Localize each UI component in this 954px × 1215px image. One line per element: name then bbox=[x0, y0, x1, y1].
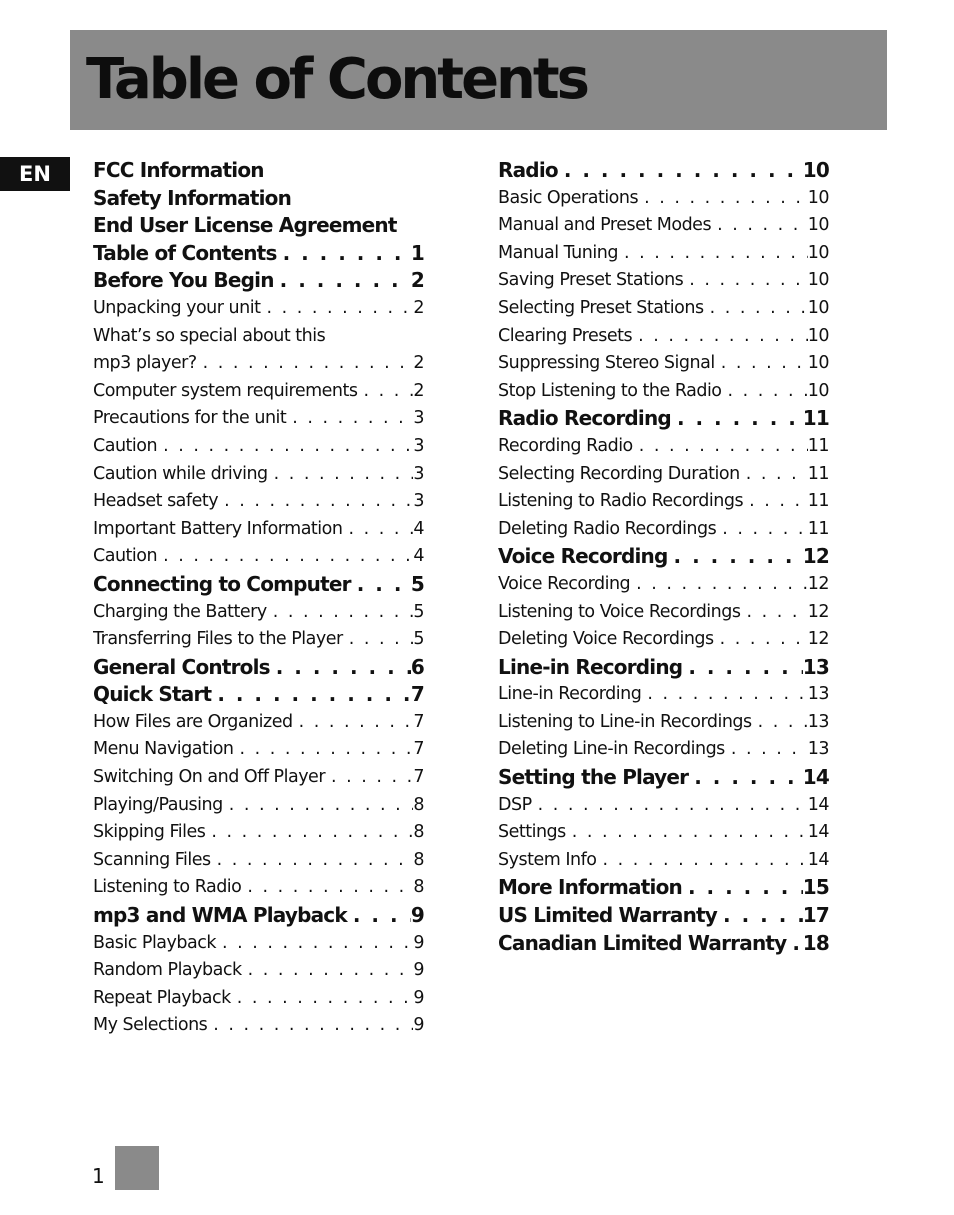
toc-section-entry[interactable] bbox=[498, 764, 829, 792]
dot-leader bbox=[223, 792, 414, 820]
toc-entry-label: Manual and Preset Modes bbox=[498, 215, 712, 236]
toc-subsection-entry[interactable] bbox=[498, 295, 829, 323]
toc-right-column bbox=[498, 157, 829, 957]
toc-subsection-entry[interactable] bbox=[498, 709, 829, 737]
dot-leader bbox=[274, 267, 411, 295]
toc-subsection-entry[interactable] bbox=[498, 488, 829, 516]
dot-leader bbox=[716, 516, 807, 544]
toc-left-column bbox=[93, 157, 424, 1040]
toc-entry-page-number: 13 bbox=[807, 711, 829, 732]
dot-leader bbox=[268, 461, 414, 489]
toc-entry-page-number: 11 bbox=[807, 491, 829, 512]
toc-section-entry[interactable] bbox=[93, 571, 424, 599]
toc-entry-page-number: 4 bbox=[413, 518, 424, 539]
toc-entry-page-number: 10 bbox=[802, 158, 829, 182]
toc-entry-label: Connecting to Computer bbox=[93, 571, 351, 596]
dot-leader bbox=[682, 654, 802, 682]
dot-leader bbox=[715, 350, 808, 378]
toc-entry-label: Unpacking your unit bbox=[93, 297, 261, 318]
dot-leader bbox=[630, 571, 808, 599]
toc-entry-label: Charging the Battery bbox=[93, 601, 267, 622]
toc-entry-page-number: 7 bbox=[410, 682, 424, 707]
toc-entry-label: Recording Radio bbox=[498, 435, 633, 456]
toc-entry-label: Skipping Files bbox=[93, 822, 206, 843]
dot-leader bbox=[722, 378, 808, 406]
toc-section-entry[interactable] bbox=[498, 543, 829, 571]
toc-entry-page-number: 14 bbox=[807, 822, 829, 843]
toc-subsection-entry[interactable] bbox=[93, 764, 424, 792]
toc-entry-page-number: 18 bbox=[802, 930, 829, 955]
dot-leader bbox=[786, 930, 802, 958]
toc-subsection-entry[interactable] bbox=[93, 1012, 424, 1040]
dot-leader bbox=[157, 433, 413, 461]
toc-entry-page-number: 3 bbox=[413, 463, 424, 484]
dot-leader bbox=[211, 847, 414, 875]
page-title: Table of Contents bbox=[86, 47, 588, 112]
toc-subsection-entry[interactable] bbox=[498, 681, 829, 709]
dot-leader bbox=[683, 267, 807, 295]
toc-entry-page-number: 10 bbox=[807, 297, 829, 318]
toc-entry-label: Scanning Files bbox=[93, 849, 211, 870]
toc-entry-label: Precautions for the unit bbox=[93, 408, 287, 429]
toc-entry-label: Settings bbox=[498, 822, 566, 843]
toc-entry-label: mp3 player? bbox=[93, 353, 197, 374]
toc-entry-page-number: 9 bbox=[413, 1015, 424, 1036]
toc-entry-label: Listening to Radio bbox=[93, 877, 242, 898]
dot-leader bbox=[241, 874, 413, 902]
toc-entry-page-number: 13 bbox=[802, 654, 829, 679]
toc-entry-label: Voice Recording bbox=[498, 573, 631, 594]
toc-entry-page-number: 13 bbox=[807, 684, 829, 705]
toc-entry-label: Headset safety bbox=[93, 491, 219, 512]
dot-leader bbox=[633, 433, 808, 461]
toc-section-entry[interactable] bbox=[93, 902, 424, 930]
toc-entry-page-number: 9 bbox=[410, 903, 424, 928]
toc-entry-page-number: 10 bbox=[807, 270, 829, 291]
toc-entry-label: Line-in Recording bbox=[498, 684, 642, 705]
toc-subsection-entry[interactable] bbox=[498, 819, 829, 847]
toc-section-entry[interactable] bbox=[93, 681, 424, 709]
toc-entry-label: Setting the Player bbox=[498, 765, 689, 790]
dot-leader bbox=[347, 902, 411, 930]
toc-entry-label: Stop Listening to the Radio bbox=[498, 380, 722, 401]
toc-subsection-entry[interactable] bbox=[498, 599, 829, 627]
dot-leader bbox=[216, 930, 413, 958]
dot-leader bbox=[231, 985, 414, 1013]
dot-leader bbox=[270, 654, 411, 682]
toc-subsection-entry[interactable] bbox=[93, 461, 424, 489]
toc-entry-page-number: 12 bbox=[802, 544, 829, 569]
toc-subsection-entry[interactable] bbox=[93, 957, 424, 985]
toc-subsection-entry[interactable] bbox=[93, 350, 424, 378]
toc-section-entry[interactable] bbox=[498, 654, 829, 682]
toc-entry-label: Clearing Presets bbox=[498, 325, 633, 346]
toc-subsection-entry[interactable] bbox=[93, 323, 424, 351]
toc-entry-page-number: 10 bbox=[807, 242, 829, 263]
dot-leader bbox=[752, 709, 808, 737]
toc-entry-label: Important Battery Information bbox=[93, 518, 343, 539]
toc-entry-page-number: 7 bbox=[413, 767, 424, 788]
dot-leader bbox=[343, 626, 414, 654]
toc-subsection-entry[interactable] bbox=[93, 488, 424, 516]
toc-subsection-entry[interactable] bbox=[498, 350, 829, 378]
dot-leader bbox=[632, 323, 808, 351]
dot-leader bbox=[286, 405, 413, 433]
toc-entry-label: Radio bbox=[498, 158, 558, 182]
toc-entry-label: Caution while driving bbox=[93, 463, 268, 484]
corner-marker bbox=[115, 1146, 159, 1190]
toc-entry-label: System Info bbox=[498, 849, 597, 870]
toc-entry-page-number: 7 bbox=[413, 711, 424, 732]
toc-entry-label: How Files are Organized bbox=[93, 711, 293, 732]
toc-subsection-entry[interactable] bbox=[498, 185, 829, 213]
dot-leader bbox=[293, 709, 414, 737]
toc-entry-page-number: 5 bbox=[413, 601, 424, 622]
toc-entry-label: Listening to Voice Recordings bbox=[498, 601, 741, 622]
toc-subsection-entry[interactable] bbox=[93, 792, 424, 820]
dot-leader bbox=[566, 819, 808, 847]
toc-section-entry[interactable] bbox=[93, 212, 424, 240]
toc-subsection-entry[interactable] bbox=[93, 626, 424, 654]
toc-subsection-entry[interactable] bbox=[498, 736, 829, 764]
toc-entry-label: Caution bbox=[93, 546, 158, 567]
toc-entry-page-number: 5 bbox=[410, 571, 424, 596]
dot-leader bbox=[157, 543, 413, 571]
toc-entry-page-number: 10 bbox=[807, 380, 829, 401]
toc-section-entry[interactable] bbox=[498, 405, 829, 433]
toc-subsection-entry[interactable] bbox=[93, 433, 424, 461]
toc-entry-label: Before You Begin bbox=[93, 268, 274, 293]
toc-entry-label: Quick Start bbox=[93, 682, 212, 707]
toc-entry-label: Computer system requirements bbox=[93, 380, 358, 401]
toc-entry-label: General Controls bbox=[93, 654, 270, 679]
toc-subsection-entry[interactable] bbox=[498, 626, 829, 654]
dot-leader bbox=[267, 599, 414, 627]
toc-entry-label: Safety Information bbox=[93, 185, 292, 210]
toc-section-entry[interactable] bbox=[93, 654, 424, 682]
dot-leader bbox=[740, 599, 807, 627]
toc-entry-page-number: 6 bbox=[410, 654, 424, 679]
toc-entry-label: Radio Recording bbox=[498, 406, 671, 431]
toc-entry-label: Table of Contents bbox=[93, 240, 277, 265]
dot-leader bbox=[207, 1012, 413, 1040]
dot-leader bbox=[714, 626, 808, 654]
toc-subsection-entry[interactable] bbox=[498, 461, 829, 489]
dot-leader bbox=[618, 240, 808, 268]
toc-entry-label: FCC Information bbox=[93, 158, 264, 182]
toc-entry-label: Canadian Limited Warranty bbox=[498, 930, 787, 955]
toc-entry-page-number: 2 bbox=[410, 268, 424, 293]
toc-entry-page-number: 12 bbox=[807, 601, 829, 622]
toc-entry-label: Menu Navigation bbox=[93, 739, 234, 760]
toc-subsection-entry[interactable] bbox=[498, 267, 829, 295]
toc-entry-page-number: 8 bbox=[413, 822, 424, 843]
dot-leader bbox=[342, 516, 413, 544]
dot-leader bbox=[711, 212, 808, 240]
toc-entry-label: Transferring Files to the Player bbox=[93, 629, 343, 650]
toc-entry-label: Voice Recording bbox=[498, 544, 668, 569]
toc-subsection-entry[interactable] bbox=[93, 599, 424, 627]
dot-leader bbox=[671, 405, 803, 433]
toc-entry-page-number: 3 bbox=[413, 491, 424, 512]
dot-leader bbox=[234, 736, 414, 764]
dot-leader bbox=[218, 488, 413, 516]
toc-subsection-entry[interactable] bbox=[93, 295, 424, 323]
toc-entry-page-number: 11 bbox=[802, 406, 829, 431]
toc-entry-label: Selecting Preset Stations bbox=[498, 297, 704, 318]
toc-entry-label: Selecting Recording Duration bbox=[498, 463, 740, 484]
toc-entry-label: Random Playback bbox=[93, 960, 242, 981]
dot-leader bbox=[211, 681, 411, 709]
toc-entry-label: What’s so special about this bbox=[93, 325, 326, 346]
toc-subsection-entry[interactable] bbox=[498, 433, 829, 461]
toc-entry-page-number: 14 bbox=[802, 765, 829, 790]
toc-subsection-entry[interactable] bbox=[93, 847, 424, 875]
toc-entry-page-number: 10 bbox=[807, 187, 829, 208]
toc-entry-page-number: 12 bbox=[807, 573, 829, 594]
toc-entry-label: Switching On and Off Player bbox=[93, 767, 326, 788]
toc-subsection-entry[interactable] bbox=[93, 543, 424, 571]
dot-leader bbox=[682, 874, 803, 902]
toc-entry-page-number: 14 bbox=[807, 849, 829, 870]
toc-entry-page-number: 2 bbox=[413, 353, 424, 374]
toc-entry-page-number: 10 bbox=[807, 353, 829, 374]
dot-leader bbox=[704, 295, 808, 323]
toc-entry-label: My Selections bbox=[93, 1015, 208, 1036]
toc-entry-page-number: 8 bbox=[413, 849, 424, 870]
toc-subsection-entry[interactable] bbox=[498, 792, 829, 820]
dot-leader bbox=[260, 295, 413, 323]
toc-entry-page-number: 10 bbox=[807, 215, 829, 236]
dot-leader bbox=[205, 819, 413, 847]
toc-section-entry[interactable] bbox=[93, 267, 424, 295]
toc-subsection-entry[interactable] bbox=[93, 709, 424, 737]
toc-entry-page-number: 10 bbox=[807, 325, 829, 346]
dot-leader bbox=[532, 792, 808, 820]
toc-subsection-entry[interactable] bbox=[93, 736, 424, 764]
toc-subsection-entry[interactable] bbox=[93, 819, 424, 847]
toc-subsection-entry[interactable] bbox=[498, 323, 829, 351]
dot-leader bbox=[351, 571, 411, 599]
toc-entry-page-number: 1 bbox=[410, 240, 424, 265]
toc-entry-page-number: 2 bbox=[413, 297, 424, 318]
toc-subsection-entry[interactable] bbox=[93, 378, 424, 406]
toc-section-entry[interactable] bbox=[498, 930, 829, 958]
dot-leader bbox=[725, 736, 808, 764]
toc-subsection-entry[interactable] bbox=[498, 571, 829, 599]
toc-entry-page-number: 13 bbox=[807, 739, 829, 760]
toc-section-entry[interactable] bbox=[498, 157, 829, 185]
toc-entry-page-number: 8 bbox=[413, 794, 424, 815]
dot-leader bbox=[197, 350, 414, 378]
toc-entry-label: DSP bbox=[498, 794, 532, 815]
toc-entry-label: Repeat Playback bbox=[93, 987, 231, 1008]
toc-entry-label: Basic Playback bbox=[93, 932, 216, 953]
toc-entry-label: Saving Preset Stations bbox=[498, 270, 684, 291]
toc-entry-page-number: 4 bbox=[413, 546, 424, 567]
toc-subsection-entry[interactable] bbox=[93, 985, 424, 1013]
toc-entry-label: mp3 and WMA Playback bbox=[93, 903, 347, 928]
toc-subsection-entry[interactable] bbox=[93, 516, 424, 544]
toc-entry-label: Manual Tuning bbox=[498, 242, 618, 263]
language-tab: EN bbox=[0, 157, 70, 191]
dot-leader bbox=[638, 185, 808, 213]
toc-subsection-entry[interactable] bbox=[93, 405, 424, 433]
toc-subsection-entry[interactable] bbox=[93, 930, 424, 958]
toc-subsection-entry[interactable] bbox=[498, 516, 829, 544]
toc-entry-page-number: 3 bbox=[413, 435, 424, 456]
toc-section-entry[interactable] bbox=[498, 874, 829, 902]
toc-entry-page-number: 11 bbox=[807, 518, 829, 539]
toc-entry-label: US Limited Warranty bbox=[498, 903, 718, 928]
toc-section-entry[interactable] bbox=[93, 185, 424, 213]
title-bar bbox=[70, 30, 887, 130]
toc-entry-label: Listening to Line-in Recordings bbox=[498, 711, 752, 732]
dot-leader bbox=[325, 764, 413, 792]
toc-entry-label: Deleting Line-in Recordings bbox=[498, 739, 725, 760]
toc-section-entry[interactable] bbox=[93, 157, 424, 185]
dot-leader bbox=[242, 957, 414, 985]
dot-leader bbox=[717, 902, 803, 930]
dot-leader bbox=[641, 681, 807, 709]
toc-subsection-entry[interactable] bbox=[498, 378, 829, 406]
page-number: 1 bbox=[92, 1164, 105, 1188]
toc-entry-page-number: 11 bbox=[807, 435, 829, 456]
toc-entry-label: Deleting Voice Recordings bbox=[498, 629, 714, 650]
toc-subsection-entry[interactable] bbox=[498, 847, 829, 875]
toc-entry-page-number: 5 bbox=[413, 629, 424, 650]
dot-leader bbox=[277, 240, 411, 268]
toc-entry-page-number: 9 bbox=[413, 960, 424, 981]
toc-section-entry[interactable] bbox=[93, 240, 424, 268]
toc-entry-label: More Information bbox=[498, 875, 682, 900]
toc-entry-page-number: 17 bbox=[802, 903, 829, 928]
dot-leader bbox=[596, 847, 807, 875]
toc-entry-page-number: 15 bbox=[802, 875, 829, 900]
toc-entry-label: End User License Agreement bbox=[93, 213, 397, 238]
toc-entry-label: Listening to Radio Recordings bbox=[498, 491, 744, 512]
toc-entry-label: Line-in Recording bbox=[498, 654, 683, 679]
toc-subsection-entry[interactable] bbox=[498, 212, 829, 240]
dot-leader bbox=[558, 157, 803, 185]
toc-entry-page-number: 8 bbox=[413, 877, 424, 898]
toc-entry-label: Basic Operations bbox=[498, 187, 639, 208]
dot-leader bbox=[688, 764, 803, 792]
toc-entry-label: Suppressing Stereo Signal bbox=[498, 353, 715, 374]
toc-entry-page-number: 2 bbox=[413, 380, 424, 401]
toc-entry-label: Caution bbox=[93, 435, 158, 456]
toc-entry-page-number: 11 bbox=[807, 463, 829, 484]
toc-subsection-entry[interactable] bbox=[498, 240, 829, 268]
toc-entry-page-number: 12 bbox=[807, 629, 829, 650]
dot-leader bbox=[668, 543, 803, 571]
dot-leader bbox=[740, 461, 808, 489]
toc-entry-page-number: 14 bbox=[807, 794, 829, 815]
toc-section-entry[interactable] bbox=[498, 902, 829, 930]
dot-leader bbox=[743, 488, 808, 516]
toc-entry-page-number: 3 bbox=[413, 408, 424, 429]
toc-entry-label: Playing/Pausing bbox=[93, 794, 223, 815]
dot-leader bbox=[358, 378, 414, 406]
toc-entry-page-number: 7 bbox=[413, 739, 424, 760]
toc-entry-page-number: 9 bbox=[413, 932, 424, 953]
toc-subsection-entry[interactable] bbox=[93, 874, 424, 902]
toc-entry-label: Deleting Radio Recordings bbox=[498, 518, 717, 539]
toc-entry-page-number: 9 bbox=[413, 987, 424, 1008]
